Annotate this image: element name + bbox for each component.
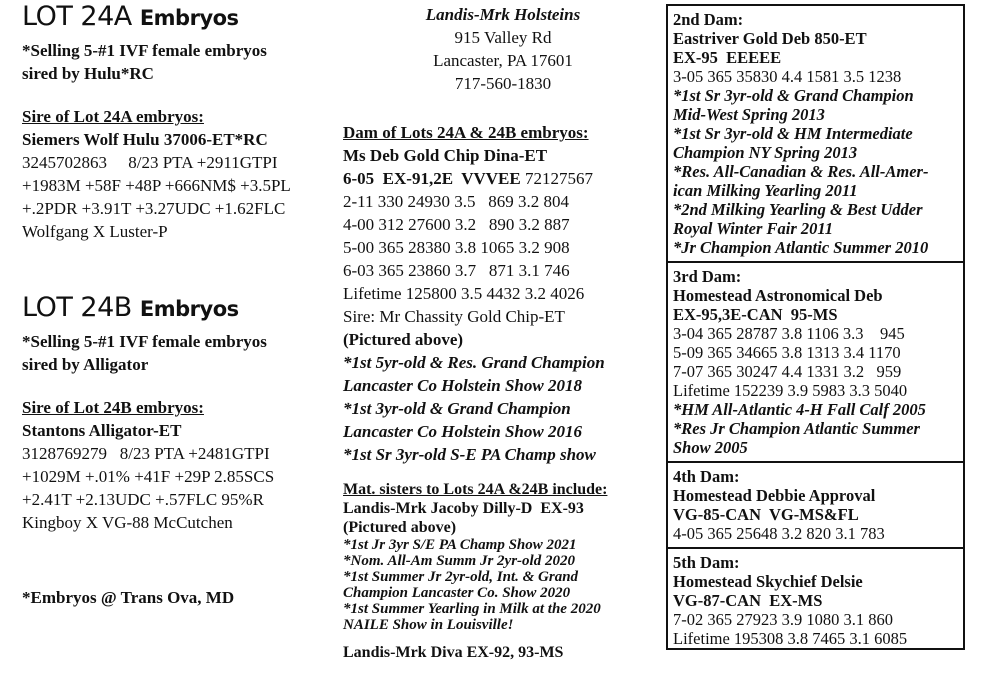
dam-pictured: (Pictured above) — [343, 330, 464, 349]
dam3-record: 5-09 365 34665 3.8 1313 3.4 1170 — [673, 343, 901, 362]
dam-sire: Sire: Mr Chassity Gold Chip-ET — [343, 307, 565, 326]
dam-honor: Lancaster Co Holstein Show 2016 — [343, 422, 582, 441]
sister-honor: NAILE Show in Louisville! — [343, 617, 514, 633]
lot-24b-sire-line: +1029M +.01% +41F +29P 2.85SCS — [22, 467, 275, 486]
dam5-lifetime: Lifetime 195308 3.8 7465 3.1 6085 — [673, 629, 908, 648]
dam5-name: Homestead Skychief Delsie — [673, 572, 863, 591]
dam3-name: Homestead Astronomical Deb — [673, 286, 883, 305]
lot-24a-sire-line: 3245702863 8/23 PTA +2911GTPI — [22, 153, 278, 172]
lot-24b-sire-line: Kingboy X VG-88 McCutchen — [22, 513, 233, 532]
farm-name: Landis-Mrk Holsteins — [425, 5, 581, 24]
sister-honor: *1st Summer Jr 2yr-old, Int. & Grand — [343, 569, 579, 585]
sister-honor: *Nom. All-Am Summ Jr 2yr-old 2020 — [343, 553, 575, 569]
lot-24a-sire-line: +.2PDR +3.91T +3.27UDC +1.62FLC — [22, 199, 286, 218]
lot-24a-sire-heading: Sire of Lot 24A embryos: — [22, 107, 204, 126]
divider — [668, 261, 963, 263]
column-lots — [22, 0, 342, 609]
dam5-label: 5th Dam: — [673, 553, 740, 572]
lot-24a-sire-name: Siemers Wolf Hulu 37006-ET*RC — [22, 130, 268, 149]
lot-24a-selling-line: *Selling 5-#1 IVF female embryos — [22, 41, 267, 60]
sisters-heading: Mat. sisters to Lots 24A &24B include: — [343, 481, 608, 498]
lot-24b-sire-name: Stantons Alligator-ET — [22, 421, 182, 440]
dam-record: 6-03 365 23860 3.7 871 3.1 746 — [343, 261, 570, 280]
dam3-record: 7-07 365 30247 4.4 1331 3.2 959 — [673, 362, 902, 381]
column-dam — [343, 0, 663, 662]
dam-record: 2-11 330 24930 3.5 869 3.2 804 — [343, 192, 570, 211]
dam-lifetime: Lifetime 125800 3.5 4432 3.2 4026 — [343, 284, 585, 303]
sister-honor: *1st Jr 3yr S/E PA Champ Show 2021 — [343, 537, 577, 553]
divider — [668, 461, 963, 463]
lot-24b-sire-line: +2.41T +2.13UDC +.57FLC 95%R — [22, 490, 264, 509]
dam2-honor: *2nd Milking Yearling & Best Udder — [673, 200, 923, 219]
dam2-class: EX-95 EEEEE — [673, 48, 782, 67]
lot-number: LOT 24A — [22, 1, 132, 32]
dam-honor: *1st Sr 3yr-old S-E PA Champ show — [343, 445, 596, 464]
dam3-honor: Show 2005 — [673, 438, 748, 457]
dam3-record: 3-04 365 28787 3.8 1106 3.3 945 — [673, 324, 905, 343]
dam2-honor: *Jr Champion Atlantic Summer 2010 — [673, 238, 929, 257]
embryo-location-note: *Embryos @ Trans Ova, MD — [22, 588, 235, 607]
lot-embryos-label: Embryos — [139, 6, 239, 30]
dam3-honor: *HM All-Atlantic 4-H Fall Calf 2005 — [673, 400, 926, 419]
dam-honor: *1st 3yr-old & Grand Champion — [343, 399, 571, 418]
dam-record: 4-00 312 27600 3.2 890 3.2 887 — [343, 215, 570, 234]
lot-embryos-label: Embryos — [139, 297, 239, 321]
dam3-lifetime: Lifetime 152239 3.9 5983 3.3 5040 — [673, 381, 908, 400]
farm-phone: 717-560-1830 — [454, 74, 552, 93]
lot-24a-sire-line: Wolfgang X Luster-P — [22, 222, 168, 241]
farm-address-line: Lancaster, PA 17601 — [433, 51, 573, 70]
lot-24a-sire-line: +1983M +58F +48P +666NM$ +3.5PL — [22, 176, 291, 195]
lot-24b-title — [22, 293, 342, 324]
dam2-honor: *1st Sr 3yr-old & Grand Champion — [673, 86, 914, 105]
lot-number: LOT 24B — [22, 292, 132, 323]
dam-classification — [343, 167, 663, 190]
lot-24b-selling-line: *Selling 5-#1 IVF female embryos — [22, 332, 267, 351]
dam4-class: VG-85-CAN VG-MS&FL — [673, 505, 859, 524]
dam-heading: Dam of Lots 24A & 24B embryos: — [343, 123, 589, 142]
dam-name: Ms Deb Gold Chip Dina-ET — [343, 146, 548, 165]
sister-name: Landis-Mrk Diva EX-92, 93-MS — [343, 644, 564, 661]
dam4-record: 4-05 365 25648 3.2 820 3.1 783 — [673, 524, 885, 543]
dam-registration: 72127567 — [524, 169, 593, 188]
dam2-honor: *1st Sr 3yr-old & HM Intermediate — [673, 124, 913, 143]
dam3-honor: *Res Jr Champion Atlantic Summer — [673, 419, 920, 438]
lot-24a-selling-line: sired by Hulu*RC — [22, 64, 154, 83]
lot-24b-sire-line: 3128769279 8/23 PTA +2481GTPI — [22, 444, 270, 463]
dam2-honor: ican Milking Yearling 2011 — [673, 181, 858, 200]
dam3-class: EX-95,3E-CAN 95-MS — [673, 305, 838, 324]
sister-honor: *1st Summer Yearling in Milk at the 2020 — [343, 601, 601, 617]
sister-name: Landis-Mrk Jacoby Dilly-D EX-93 — [343, 500, 584, 517]
dam4-name: Homestead Debbie Approval — [673, 486, 876, 505]
dam2-honor: *Res. All-Canadian & Res. All-Amer- — [673, 162, 929, 181]
dam2-name: Eastriver Gold Deb 850-ET — [673, 29, 867, 48]
lot-24a-title — [22, 2, 342, 33]
sister-honor: Champion Lancaster Co. Show 2020 — [343, 585, 571, 601]
pedigree-box — [666, 4, 965, 650]
sister-pictured: (Pictured above) — [343, 519, 457, 536]
dam2-label: 2nd Dam: — [673, 10, 744, 29]
dam-record: 5-00 365 28380 3.8 1065 3.2 908 — [343, 238, 570, 257]
farm-address-line: 915 Valley Rd — [454, 28, 552, 47]
dam3-label: 3rd Dam: — [673, 267, 742, 286]
dam4-label: 4th Dam: — [673, 467, 740, 486]
dam2-honor: Royal Winter Fair 2011 — [673, 219, 833, 238]
dam2-record: 3-05 365 35830 4.4 1581 3.5 1238 — [673, 67, 902, 86]
lot-24b-sire-heading: Sire of Lot 24B embryos: — [22, 398, 204, 417]
dam2-honor: Mid-West Spring 2013 — [673, 105, 825, 124]
dam5-record: 7-02 365 27923 3.9 1080 3.1 860 — [673, 610, 893, 629]
divider — [668, 547, 963, 549]
dam5-class: VG-87-CAN EX-MS — [673, 591, 823, 610]
dam-honor: *1st 5yr-old & Res. Grand Champion — [343, 353, 605, 372]
dam-honor: Lancaster Co Holstein Show 2018 — [343, 376, 582, 395]
dam2-honor: Champion NY Spring 2013 — [673, 143, 858, 162]
lot-24b-selling-line: sired by Alligator — [22, 355, 149, 374]
dam-class: 6-05 EX-91,2E VVVEE — [343, 169, 521, 188]
